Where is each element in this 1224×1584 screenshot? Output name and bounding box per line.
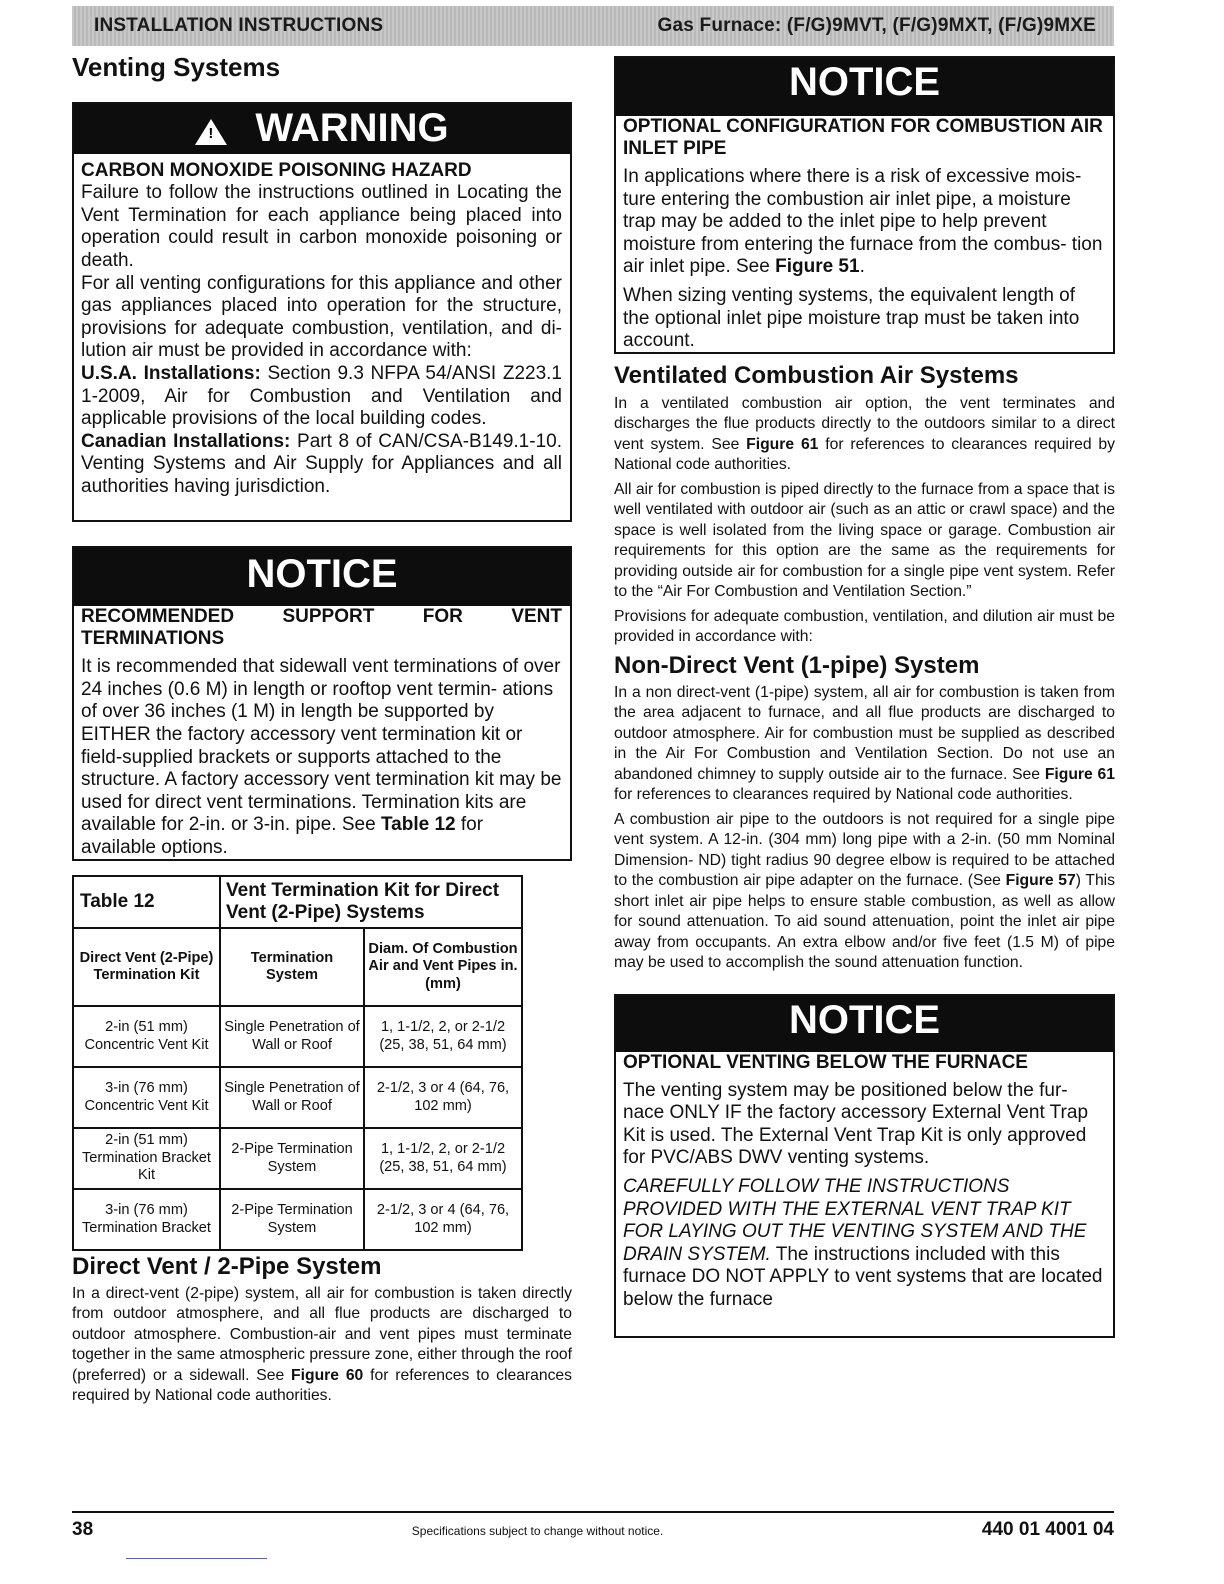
table-row xyxy=(73,1189,522,1250)
table-cell-system: Single Penetration of Wall or Roof xyxy=(220,1006,364,1067)
notice-banner: NOTICE xyxy=(74,548,570,606)
usa-label: U.S.A. Installations: xyxy=(81,362,261,384)
right-column xyxy=(614,56,1115,1338)
notice-paragraph xyxy=(81,656,562,859)
notice-inlet-paragraph-1 xyxy=(623,166,1105,279)
table-cell-system: 2-Pipe Termination System xyxy=(220,1189,364,1250)
table-cell-kit: 2-in (51 mm) Concentric Vent Kit xyxy=(73,1006,220,1067)
document-number: 440 01 4001 04 xyxy=(981,1519,1114,1540)
ventilated-text-b: for references to clearances required by National code authorities. xyxy=(614,435,1115,474)
section-title-direct-vent: Direct Vent / 2-Pipe System xyxy=(72,1253,382,1281)
canadian-label: Canadian Installations: xyxy=(81,430,291,452)
figure-61-link[interactable]: Figure 61 xyxy=(746,435,819,453)
ventilated-text-a: In a ventilated combustion air option, the vent terminates and discharges the flue products directly to the outdoors similar to a direct vent system. See xyxy=(614,394,1115,453)
notice-below-rest: The instructions included with this furnace DO NOT APPLY to vent systems that are located below the furnace xyxy=(623,1243,1103,1310)
notice-inlet-paragraph-2: When sizing venting systems, the equivalent length of the optional inlet pipe moisture trap must be taken into account. xyxy=(623,284,1080,352)
table-header-kit: Direct Vent (2-Pipe) Termination Kit xyxy=(73,928,220,1006)
figure-51-link[interactable]: Figure 51 xyxy=(775,256,860,278)
warning-paragraph-2: For all venting configurations for this appliance and other gas appliances placed into operation for the structure, provisions for adequate combustion, ventilation, and di- lution air must be provided in accordance with: xyxy=(81,272,562,362)
section-title-ventilated-combustion: Ventilated Combustion Air Systems xyxy=(614,362,1019,389)
page-header xyxy=(72,6,1114,46)
non-direct-text-d: ) This short inlet air pipe helps to ensure stable combustion, as well as allow for sound attenuation. To aid sound attenuation, point the inlet air pipe away from occupants. An extra elbow and/or five feet (1.5 M) of pipe may be used to accomplish the sound attenuation function. xyxy=(614,872,1116,972)
figure-60-link[interactable]: Figure 60 xyxy=(291,1366,364,1384)
table-cell-kit: 2-in (51 mm) Termination Bracket Kit xyxy=(73,1128,220,1189)
non-direct-text-b: for references to clearances required by National code authorities. xyxy=(614,786,1073,804)
table-row xyxy=(73,1067,522,1128)
table-cell-kit: 3-in (76 mm) Concentric Vent Kit xyxy=(73,1067,220,1128)
table-title: Vent Termination Kit for Direct Vent (2-Pipe) Systems xyxy=(220,876,522,928)
table-header-diameter: Diam. Of Combustion Air and Vent Pipes in.(mm) xyxy=(364,928,522,1006)
warning-box xyxy=(72,102,572,522)
header-left-title: INSTALLATION INSTRUCTIONS xyxy=(94,15,384,36)
section-title-venting-systems: Venting Systems xyxy=(72,52,281,82)
warning-usa-installations xyxy=(81,363,562,431)
header-right-title: Gas Furnace: (F/G)9MVT, (F/G)9MXT, (F/G)9MXE xyxy=(657,15,1096,36)
warning-banner xyxy=(74,104,570,154)
notice-inlet-text-b: . xyxy=(859,256,865,278)
notice-box-venting-below xyxy=(614,994,1115,1338)
table-12-link[interactable]: Table 12 xyxy=(380,814,456,836)
direct-vent-text-a: In a direct-vent (2-pipe) system, all air for combustion is taken directly from outdoor atmosphere, and all flue products are discharged to outdoor atmosphere. Combustion-air and vent pipes must terminate together in the same atmospheric pressure zone, either through the roof (preferred) or a sidewall. See xyxy=(72,1284,572,1384)
non-direct-paragraph-2 xyxy=(614,810,1115,974)
page-number: 38 xyxy=(72,1519,94,1540)
notice-box-vent-support xyxy=(72,546,572,861)
table-header-system: Termination System xyxy=(220,928,364,1006)
table-row xyxy=(73,1128,522,1189)
non-direct-paragraph-1 xyxy=(614,683,1115,806)
notice-box-inlet-pipe xyxy=(614,56,1115,354)
table-cell-diameter: 2-1/2, 3 or 4 (64, 76, 102 mm) xyxy=(364,1067,522,1128)
ventilated-paragraph-2: All air for combustion is piped directly to the furnace from a space that is well ventilated with outdoor air (such as an attic or crawl space) and the space is well isolated from the living space or garage. Combustion air requirements for this option are the same as the requirements for providing outside air for combustion for a single pipe vent system. Refer to the “Air For Combustion and Ventilation Section.” xyxy=(614,480,1115,601)
notice-subhead: RECOMMENDED SUPPORT FOR VENT TERMINATIONS xyxy=(81,606,562,650)
notice-below-italic: CAREFULLY FOLLOW THE INSTRUCTIONS PROVIDED WITH THE EXTERNAL VENT TRAP KIT FOR LAYING OUT THE VENTING SYSTEM AND THE DRAIN SYSTEM. xyxy=(623,1175,1087,1265)
direct-vent-paragraph xyxy=(72,1284,572,1407)
canadian-text: Part 8 of CAN/CSA-B149.1-10. Venting Systems and Air Supply for Appliances and all authorities having jurisdiction. xyxy=(81,430,562,497)
ventilated-paragraph-1 xyxy=(614,394,1115,476)
non-direct-text-c: A combustion air pipe to the outdoors is not required for a single pipe vent system. A 12-in. (304 mm) long pipe with a 2-in. (50 mm Nominal Dimension- ND) tight radius 90 degree elbow is required to be attached to the combustion air pipe adapter on the furnace. (See xyxy=(614,810,1115,890)
page-footer xyxy=(72,1511,1114,1541)
table-cell-diameter: 2-1/2, 3 or 4 (64, 76, 102 mm) xyxy=(364,1189,522,1250)
link-underline-decoration xyxy=(126,1558,267,1559)
ventilated-paragraph-3: Provisions for adequate combustion, ventilation, and dilution air must be provided in accordance with: xyxy=(614,607,1115,646)
section-title-non-direct-vent: Non-Direct Vent (1-pipe) System xyxy=(614,651,980,679)
table-label: Table 12 xyxy=(73,876,220,928)
left-column xyxy=(72,52,572,1411)
warning-canadian-installations xyxy=(81,431,562,499)
notice-text-b: for available options. xyxy=(81,814,484,858)
notice-below-paragraph-2 xyxy=(623,1176,1105,1312)
footer-note: Specifications subject to change without notice. xyxy=(411,1524,664,1538)
notice-banner: NOTICE xyxy=(616,58,1113,116)
table-cell-kit: 3-in (76 mm) Termination Bracket xyxy=(73,1189,220,1250)
non-direct-text-a: In a non direct-vent (1-pipe) system, all air for combustion is taken from the area adjacent to furnace, and all flue products are discharged to outdoor atmosphere. Air for combustion must be supplied as described in the Air For Combustion and Ventilation Section. Do not use an abandoned chimney to supply outside air to the furnace. See xyxy=(614,683,1115,783)
warning-triangle-icon: ! xyxy=(195,119,227,145)
vent-termination-kit-table xyxy=(72,875,523,1251)
table-row xyxy=(73,1006,522,1067)
warning-banner-text: WARNING xyxy=(255,106,449,151)
table-cell-diameter: 1, 1-1/2, 2, or 2-1/2 (25, 38, 51, 64 mm) xyxy=(364,1128,522,1189)
warning-paragraph-1: Failure to follow the instructions outlined in Locating the Vent Termination for each appliance being placed into operation could result in carbon monoxide poisoning or death. xyxy=(81,182,562,271)
notice-banner: NOTICE xyxy=(616,996,1113,1052)
notice-text-a: It is recommended that sidewall vent terminations of over 24 inches (0.6 M) in length or rooftop vent termin- ations of over 36 inches (1 M) in length be supported by EITHER the factory accessory vent termination kit or field-supplied brackets or supports attached to the structure. A factory accessory vent termination kit may be used for direct vent terminations. Termination kits are available for 2-in. or 3-in. pipe. See xyxy=(81,656,562,836)
figure-57-link[interactable]: Figure 57 xyxy=(1005,872,1076,890)
usa-text: Section 9.3 NFPA 54/ANSI Z223.1 1-2009, Air for Combustion and Ventilation and applicable provisions of the local building codes. xyxy=(81,362,562,430)
table-cell-system: Single Penetration of Wall or Roof xyxy=(220,1067,364,1128)
table-cell-system: 2-Pipe Termination System xyxy=(220,1128,364,1189)
warning-subhead: CARBON MONOXIDE POISONING HAZARD xyxy=(81,160,472,182)
figure-61-link-2[interactable]: Figure 61 xyxy=(1044,765,1115,783)
table-cell-diameter: 1, 1-1/2, 2, or 2-1/2 (25, 38, 51, 64 mm) xyxy=(364,1006,522,1067)
notice-below-paragraph-1: The venting system may be positioned below the fur- nace ONLY IF the factory accessory External Vent Trap Kit is used. The External Vent Trap Kit is only approved for PVC/ABS DWV venting systems. xyxy=(623,1079,1089,1169)
notice-below-subhead: OPTIONAL VENTING BELOW THE FURNACE xyxy=(623,1051,1028,1073)
direct-vent-text-b: for references to clearances required by National code authorities. xyxy=(72,1366,572,1405)
notice-inlet-text-a: In applications where there is a risk of excessive mois- ture entering the combustion air inlet pipe, a moisture trap may be added to the inlet pipe to help prevent moisture from entering the furnace from the combus- tion air inlet pipe. See xyxy=(623,166,1103,278)
notice-inlet-subhead: OPTIONAL CONFIGURATION FOR COMBUSTION AIR INLET PIPE xyxy=(623,116,1103,159)
